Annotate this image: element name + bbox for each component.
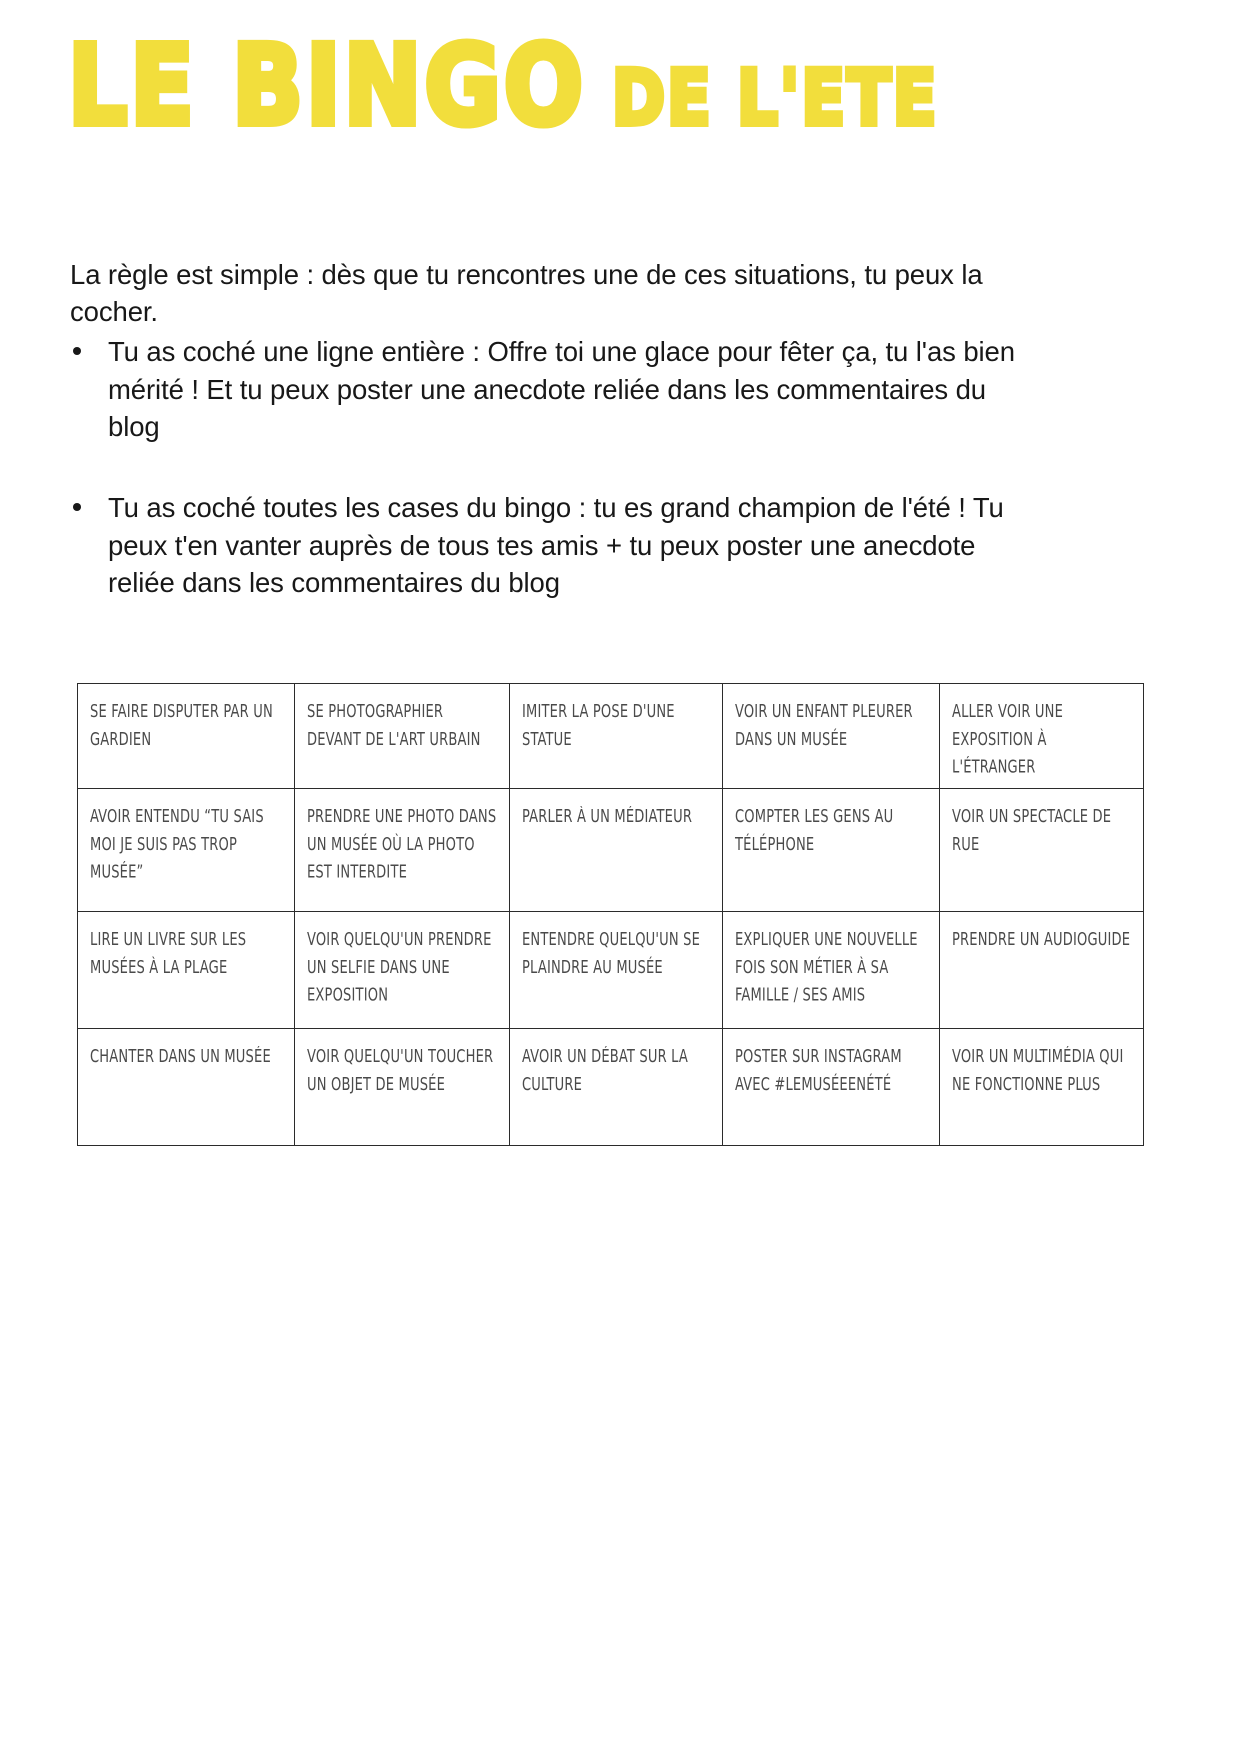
bingo-row [78,789,1144,912]
bingo-cell[interactable] [78,684,295,789]
title-sub-text: DE L'ETE [611,55,939,143]
bingo-cell-label: ALLER VOIR UNE EXPOSITION À L'ÉTRANGER [952,701,1064,778]
intro-paragraph: La règle est simple : dès que tu rencontres une de ces situations, tu peux la cocher. [70,258,983,328]
bingo-cell-label: AVOIR ENTENDU “TU SAIS MOI JE SUIS PAS TROP MUSÉE” [90,806,264,883]
bingo-cell-label: VOIR UN MULTIMÉDIA QUI NE FONCTIONNE PLUS [952,1046,1124,1095]
bingo-cell-label: PRENDRE UNE PHOTO DANS UN MUSÉE OÙ LA PHOTO EST INTERDITE [307,806,497,883]
bingo-row [78,1029,1144,1146]
bingo-cell[interactable] [78,789,295,912]
bingo-cell-label: COMPTER LES GENS AU TÉLÉPHONE [735,806,894,855]
title-main-text: LE BINGO [68,21,586,150]
bingo-cell-label: VOIR QUELQU'UN TOUCHER UN OBJET DE MUSÉE [307,1046,494,1095]
bingo-cell-label: ENTENDRE QUELQU'UN SE PLAINDRE AU MUSÉE [522,929,701,978]
page-title [68,21,1068,163]
bingo-cell[interactable] [723,912,940,1029]
bingo-cell-label: PRENDRE UN AUDIOGUIDE [952,929,1131,950]
bingo-cell-label: SE PHOTOGRAPHIER DEVANT DE L'ART URBAIN [307,701,481,750]
bingo-cell[interactable] [723,684,940,789]
bingo-cell-label: LIRE UN LIVRE SUR LES MUSÉES À LA PLAGE [90,929,247,978]
bingo-cell[interactable] [510,789,723,912]
bingo-cell-label: CHANTER DANS UN MUSÉE [90,1046,271,1067]
bingo-cell[interactable] [940,912,1144,1029]
bingo-cell-label: VOIR UN SPECTACLE DE RUE [952,806,1112,855]
bingo-row [78,684,1144,789]
bingo-cell[interactable] [295,684,510,789]
rules-list [70,333,1040,645]
bingo-cell[interactable] [78,912,295,1029]
bingo-cell[interactable] [295,912,510,1029]
bingo-cell[interactable] [295,789,510,912]
bingo-cell-label: IMITER LA POSE D'UNE STATUE [522,701,675,750]
bingo-cell[interactable] [295,1029,510,1146]
bingo-cell[interactable] [940,789,1144,912]
list-item: Tu as coché une ligne entière : Offre toi une glace pour fêter ça, tu l'as bien mérité ! Et tu peux poster une anecdote reliée dans les commentaires du blog [70,333,1040,446]
bingo-cell[interactable] [78,1029,295,1146]
bingo-cell-label: VOIR UN ENFANT PLEURER DANS UN MUSÉE [735,701,913,750]
bingo-cell-label: SE FAIRE DISPUTER PAR UN GARDIEN [90,701,273,750]
bingo-cell[interactable] [510,912,723,1029]
bingo-cell-label: PARLER À UN MÉDIATEUR [522,806,693,827]
bingo-grid [77,683,1144,1146]
list-item: Tu as coché toutes les cases du bingo : tu es grand champion de l'été ! Tu peux t'en vanter auprès de tous tes amis + tu peux poster une anecdote reliée dans les commentaires du blog [70,489,1040,602]
bingo-cell[interactable] [510,684,723,789]
bingo-cell[interactable] [940,684,1144,789]
bingo-cell-label: VOIR QUELQU'UN PRENDRE UN SELFIE DANS UNE EXPOSITION [307,929,492,1006]
bingo-cell-label: EXPLIQUER UNE NOUVELLE FOIS SON MÉTIER À SA FAMILLE / SES AMIS [735,929,918,1006]
bingo-cell-label: POSTER SUR INSTAGRAM AVEC #LEMUSÉEENÉTÉ [735,1046,902,1095]
bingo-cell[interactable] [723,1029,940,1146]
bingo-cell[interactable] [510,1029,723,1146]
bingo-row [78,912,1144,1029]
bingo-cell-label: AVOIR UN DÉBAT SUR LA CULTURE [522,1046,689,1095]
bingo-cell[interactable] [940,1029,1144,1146]
bingo-cell[interactable] [723,789,940,912]
